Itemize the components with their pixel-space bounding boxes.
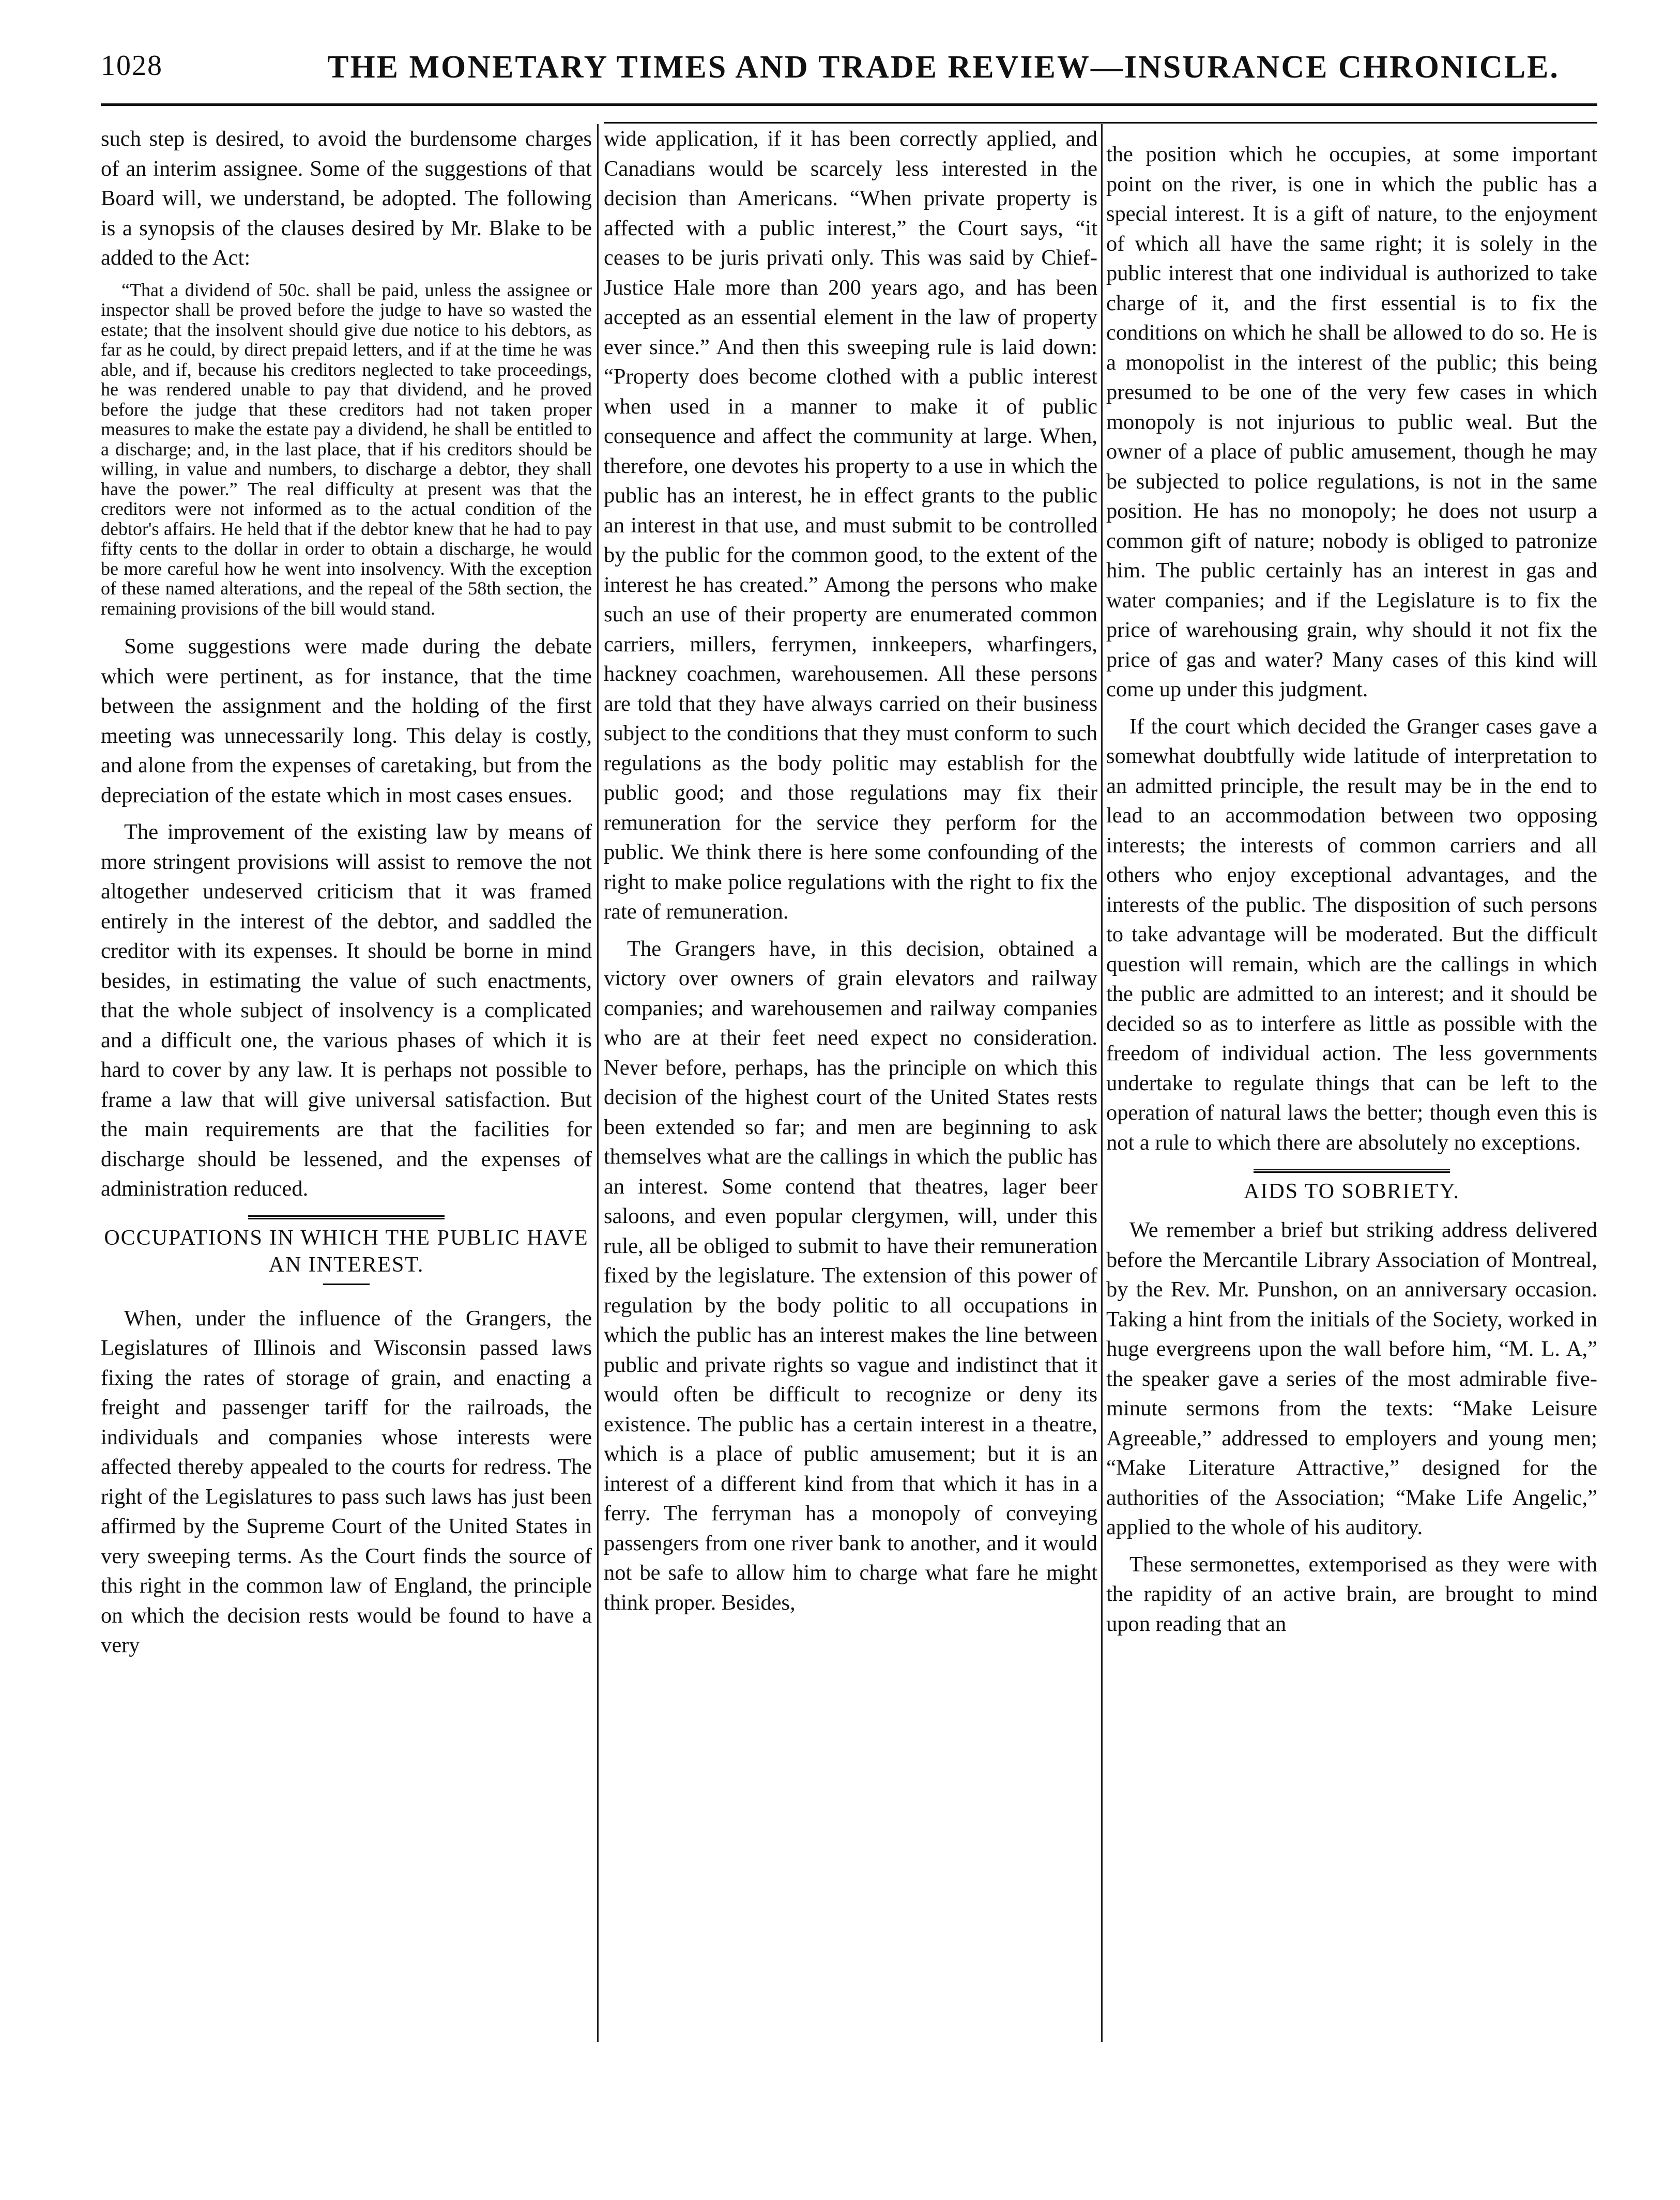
column-3 — [1106, 140, 1597, 2062]
article-separator — [1254, 1169, 1450, 1173]
article-paragraph: wide application, if it has been correctly applied, and Canadians would be scarcely less interested in the decision than Americans. “When private property is affected with a public interest,” the Court says, “it ceases to be juris privati only. This was said by Chief-Justice Hale more than 200 years ago, and has been accepted as an essential element in the law of property ever since.” And then this sweeping rule is laid down: “Property does become clothed with a public interest when used in a manner to make it of public consequence and affect the community at large. When, therefore, one devotes his property to a use in which the public has an interest, he in effect grants to the public an interest in that use, and must submit to be controlled by the public for the common good, to the extent of the interest he has created.” Among the persons who make such an use of their property are enumerated common carriers, millers, ferrymen, innkeepers, wharfingers, hackney coachmen, warehousemen. All these persons are told that they have always carried on their business subject to the conditions that they must conform to such regulations as the body politic may establish for the public good; and those regulations may fix their remuneration for the service they perform for the public. We think there is here some confounding of the right to make police regulations with the right to fix the rate of remuneration. — [604, 127, 1097, 924]
article-paragraph: such step is desired, to avoid the burdensome charges of an interim assignee. Some of the suggestions of that Board will, we understand, be adopted. The following is a synopsis of the clauses desired by Mr. Blake to be added to the Act: — [101, 127, 592, 270]
header-rule-secondary — [604, 122, 1597, 124]
article-heading: AIDS TO SOBRIETY. — [1244, 1180, 1460, 1203]
article-paragraph: Some suggestions were made during the debate which were pertinent, as for instance, that the time between the assignment and the holding of the first meeting was unnecessarily long. This delay is costly, and alone from the expenses of caretaking, but from the depreciation of the estate which in most cases ensues. — [101, 634, 592, 807]
column-1 — [101, 124, 592, 2047]
column-divider — [597, 124, 599, 2042]
column-2 — [604, 124, 1097, 2047]
page-number: 1028 — [101, 50, 163, 82]
article-paragraph: When, under the influence of the Grangers, the Legislatures of Illinois and Wisconsin passed laws fixing the rates of storage of grain, and enacting a freight and passenger tariff for the railroads, the individuals and companies whose interests were affected thereby appealed to the courts for redress. The right of the Legislatures to pass such laws has just been affirmed by the Supreme Court of the United States in very sweeping terms. As the Court finds the source of this right in the common law of England, the principle on which the decision rests would be found to have a very — [101, 1306, 592, 1657]
article-paragraph: The Grangers have, in this decision, obtained a victory over owners of grain elevators and railway companies; and warehousemen and railway companies who are at their feet need expect no consideration. Never before, perhaps, has the principle on which this decision of the highest court of the United States rests been extended so far; and men are beginning to ask themselves what are the callings in which the public has an interest. Some contend that theatres, lager beer saloons, and even popular clergymen, will, under this rule, all be obliged to submit to have their remuneration fixed by the legislature. The extension of this power of regulation by the body politic to all occupations in which the public has an interest makes the line between public and private rights so vague and indistinct that it would often be difficult to recognize or deny its existence. The public has a certain interest in a theatre, which is a place of public amusement; but it is an interest of a different kind from that which it has in a ferry. The ferryman has a monopoly of conveying passengers from one river bank to another, and it would not be safe to allow him to charge what fare he might think proper. Besides, — [604, 936, 1097, 1615]
heading-rule — [323, 1284, 370, 1285]
article-paragraph: We remember a brief but striking address delivered before the Mercantile Library Association of Montreal, by the Rev. Mr. Punshon, on an anniversary occasion. Taking a hint from the initials of the Society, worked in huge evergreens upon the wall before him, “M. L. A,” the speaker gave a series of the most admirable five-minute sermons from the texts: “Make Leisure Agreeable,” addressed to employers and young men; “Make Literature Attractive,” designed for the authorities of the Association; “Make Life Angelic,” applied to the whole of his auditory. — [1106, 1218, 1597, 1539]
column-divider — [1101, 124, 1103, 2042]
header-rule — [101, 103, 1597, 106]
article-paragraph: If the court which decided the Granger cases gave a somewhat doubtfully wide latitude of interpretation to an admitted principle, the result may be in the end to lead to an accommodation between two opposing interests; the interests of common carriers and all others who enjoy exceptional advantages, and the interests of the public. The disposition of such persons to take advantage will be moderated. But the difficult question will remain, which are the callings in which the public are admitted to an interest; and it should be decided so as to interfere as little as possible with the freedom of individual action. The less governments undertake to regulate things that can be left to the operation of natural laws the better; though even this is not a rule to which there are absolutely no exceptions. — [1106, 714, 1597, 1155]
article-paragraph: These sermonettes, extemporised as they were with the rapidity of an active brain, are brought to mind upon reading that an — [1106, 1552, 1597, 1636]
article-separator — [248, 1215, 445, 1219]
block-quote: “That a dividend of 50c. shall be paid, unless the assignee or inspector shall be proved before the judge to have so wasted the estate; that the insolvent should give due notice to his debtors, as far as he could, by direct prepaid letters, and if at the time he was able, and if, because his creditors neglected to take proceedings, he was rendered unable to pay that dividend, and he proved before the judge that these creditors had not taken proper measures to make the estate pay a dividend, he shall be entitled to a discharge; and, in the last place, that if his creditors should be willing, in value and numbers, to discharge a debtor, they shall have the power.” The real difficulty at present was that the creditors were not informed as to the actual condition of the debtor's affairs. He held that if the debtor knew that he had to pay fifty cents to the dollar in order to obtain a discharge, he would be more careful how he went into insolvency. With the exception of these named alterations, and the repeal of the 58th section, the remaining provisions of the bill would stand. — [101, 279, 592, 619]
article-paragraph: The improvement of the existing law by means of more stringent provisions will assist to remove the not altogether undeserved criticism that it was framed entirely in the interest of the debtor, and saddled the creditor with its expenses. It should be borne in mind besides, in estimating the value of such enactments, that the whole subject of insolvency is a complicated and a difficult one, the various phases of which it is hard to cover by any law. It is perhaps not possible to frame a law that will give universal satisfaction. But the main requirements are that the facilities for discharge should be lessened, and the expenses of administration reduced. — [101, 820, 592, 1201]
article-heading: OCCUPATIONS IN WHICH THE PUBLIC HAVE AN INTEREST. — [104, 1226, 589, 1277]
page-header — [101, 44, 1600, 106]
masthead-title: THE MONETARY TIMES AND TRADE REVIEW—INSURANCE CHRONICLE. — [327, 50, 1560, 85]
article-paragraph: the position which he occupies, at some important point on the river, is one in which the public has a special interest. It is a gift of nature, to the enjoyment of which all have the same right; it is solely in the public interest that one individual is authorized to take charge of it, and the first essential is to fix the conditions on which he shall be allowed to do so. He is a monopolist in the interest of the public; this being presumed to be one of the very few cases in which monopoly is not injurious to public weal. But the owner of a place of public amusement, though he may be subjected to police regulations, is not in the same position. He has no monopoly; he does not usurp a common gift of nature; nobody is obliged to patronize him. The public certainly has an interest in gas and water companies; and if the Legislature is to fix the price of warehousing grain, why should it not fix the price of gas and water? Many cases of this kind will come up under this judgment. — [1106, 142, 1597, 701]
